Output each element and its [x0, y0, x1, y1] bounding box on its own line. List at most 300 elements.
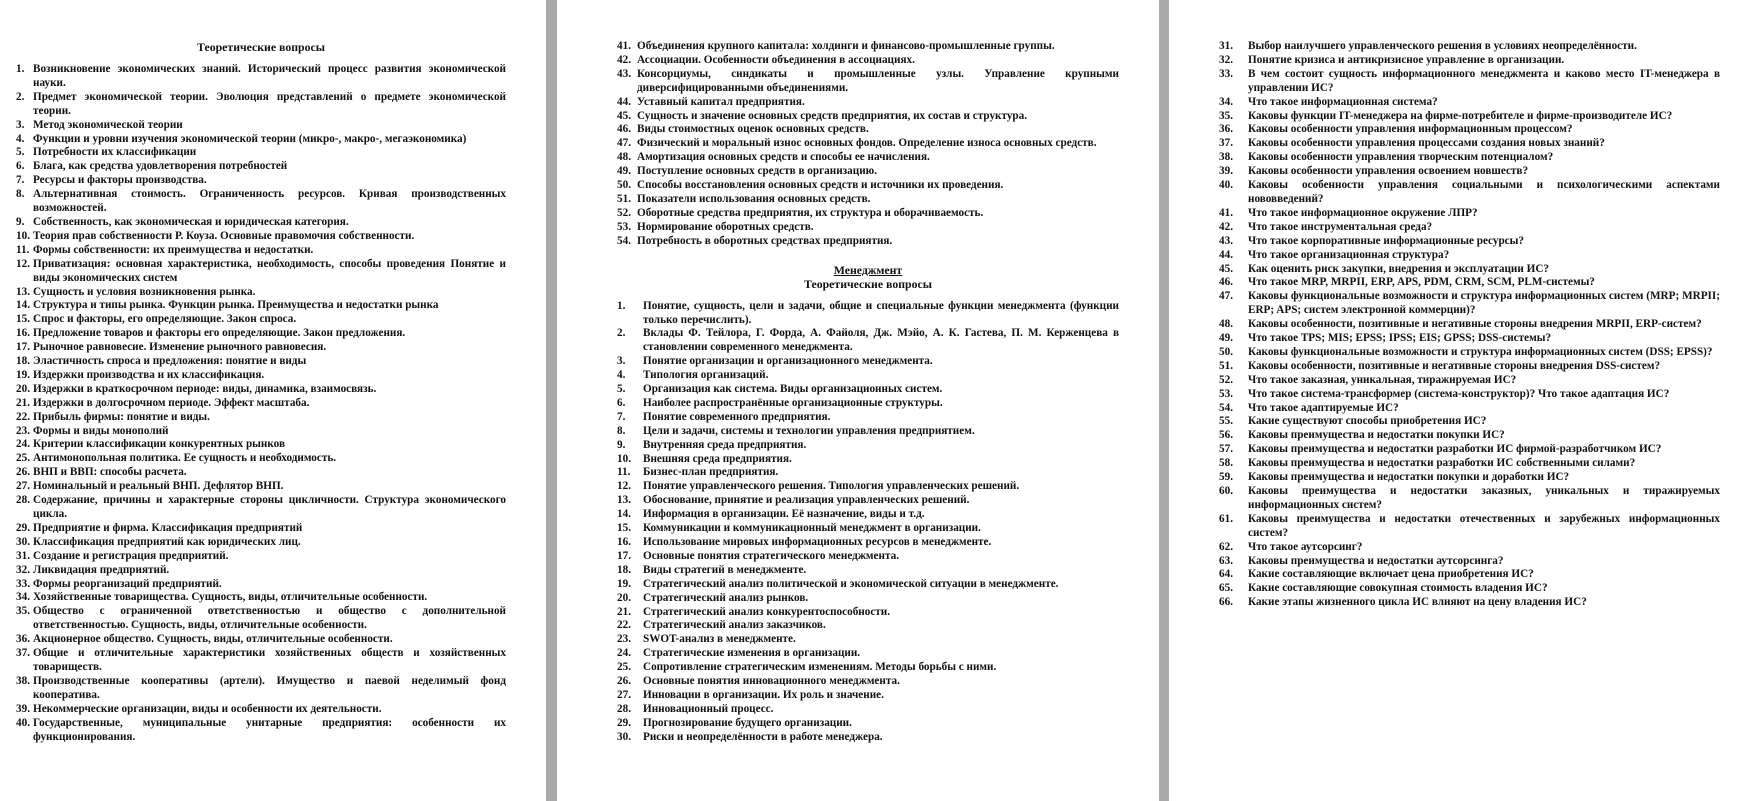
item-number: 9.	[16, 215, 25, 228]
list-item	[617, 633, 1119, 647]
list-item	[617, 466, 1119, 480]
item-text: Что такое аутсорсинг?	[1248, 540, 1363, 553]
item-text: Что такое информационное окружение ЛПР?	[1248, 206, 1478, 219]
item-number: 31.	[1219, 40, 1233, 52]
item-number: 57.	[1219, 443, 1233, 456]
item-text: Понятие современного предприятия.	[643, 410, 831, 423]
list-item	[1219, 68, 1720, 96]
item-number: 38.	[16, 674, 30, 687]
item-number: 35.	[1219, 109, 1233, 122]
item-number: 33.	[16, 577, 30, 590]
list-item	[1219, 513, 1720, 541]
list-item	[1219, 221, 1720, 235]
list-item	[617, 40, 1119, 54]
section-title: Менеджмент	[833, 262, 903, 277]
item-number: 48.	[617, 151, 631, 164]
item-text: Издержки производства и их классификация.	[33, 368, 265, 381]
item-number: 16.	[617, 536, 631, 548]
item-text: Что такое система-трансформер (система-конструктор)? Что такое адаптация ИС?	[1248, 387, 1670, 400]
item-number: 21.	[16, 396, 30, 409]
list-item	[16, 244, 506, 258]
item-text: Какие составляющие включает цена приобретения ИС?	[1248, 568, 1534, 581]
item-number: 37.	[16, 647, 30, 660]
list-item	[617, 564, 1119, 578]
item-text: Каковы функции IT-менеджера на фирме-потребителе и фирме-производителе ИС?	[1248, 109, 1673, 122]
item-text: Общие и отличительные характеристики хозяйственных обществ и хозяйственных товариществ.	[33, 647, 506, 673]
item-number: 63.	[1219, 554, 1233, 567]
list-item	[1219, 263, 1720, 277]
list-item	[617, 355, 1119, 369]
item-text: Критерии классификации конкурентных рынков	[33, 438, 286, 451]
item-text: Информация в организации. Её назначение, виды и т.д.	[643, 508, 925, 521]
list-item	[16, 564, 506, 578]
item-number: 26.	[16, 466, 30, 479]
item-text: Ликвидация предприятий.	[33, 563, 170, 576]
list-item	[1219, 318, 1720, 332]
item-text: Наиболее распространённые организационные структуры.	[643, 396, 943, 409]
list-item	[1219, 249, 1720, 263]
item-text: Основные понятия инновационного менеджмента.	[643, 675, 900, 688]
item-number: 39.	[1219, 165, 1233, 178]
list-item	[617, 606, 1119, 620]
list-item	[1219, 40, 1720, 54]
list-item	[16, 299, 506, 313]
item-text: Что такое корпоративные информационные ресурсы?	[1248, 234, 1524, 247]
list-item	[617, 689, 1119, 703]
list-item	[617, 661, 1119, 675]
list-item	[617, 480, 1119, 494]
item-number: 27.	[617, 688, 631, 701]
item-text: Типология организаций.	[643, 369, 769, 382]
list-item	[617, 68, 1119, 96]
item-text: Консорциумы, синдикаты и промышленные узлы. Управление крупными диверсифицированными объединениями.	[637, 67, 1119, 94]
list-item	[16, 522, 506, 536]
list-item	[16, 258, 506, 286]
item-text: Стратегические изменения в организации.	[643, 647, 861, 660]
item-text: Что такое инструментальная среда?	[1248, 220, 1433, 233]
list-item	[16, 313, 506, 327]
item-text: Ассоциации. Особенности объединения в ассоциациях.	[637, 53, 915, 66]
list-item	[16, 355, 506, 369]
item-text: Внешняя среда предприятия.	[643, 452, 792, 465]
item-number: 3.	[16, 118, 25, 131]
item-number: 10.	[617, 452, 631, 465]
item-number: 11.	[16, 243, 30, 256]
item-number: 15.	[16, 313, 30, 326]
item-text: Внутренняя среда предприятия.	[643, 438, 807, 451]
list-item	[617, 508, 1119, 522]
item-text: Каковы преимущества и недостатки отечественных и зарубежных информационных систем?	[1248, 512, 1720, 539]
list-item	[1219, 555, 1720, 569]
list-item	[617, 647, 1119, 661]
list-item	[1219, 54, 1720, 68]
list-item	[617, 425, 1119, 439]
list-item	[617, 369, 1119, 383]
item-text: Понятие, сущность, цели и задачи, общие и специальные функции менеджмента (функции только перечислить).	[643, 299, 1119, 326]
item-text: Что такое информационная система?	[1248, 95, 1438, 108]
item-number: 13.	[617, 494, 631, 507]
item-text: Каковы преимущества и недостатки разработки ИС собственными силами?	[1248, 457, 1636, 470]
item-text: Производственные кооперативы (артели). Имущество и паевой неделимый фонд кооператива.	[33, 674, 506, 701]
question-list	[617, 40, 1119, 249]
item-number: 34.	[16, 591, 30, 604]
item-text: Понятие управленческого решения. Типология управленческих решений.	[643, 480, 1020, 493]
item-number: 25.	[16, 452, 30, 465]
item-number: 52.	[1219, 373, 1233, 386]
item-text: Вклады Ф. Тейлора, Г. Форда, А. Файоля, Дж. Мэйо, А. К. Гастева, П. М. Керженцева в становлении современного менеджмента.	[643, 327, 1119, 354]
item-number: 1.	[16, 63, 25, 75]
item-number: 47.	[1219, 290, 1233, 303]
item-text: Стратегический анализ рынков.	[643, 591, 809, 604]
item-number: 40.	[1219, 179, 1233, 192]
item-text: Каковы преимущества и недостатки заказных, уникальных и тиражируемых информационных систем?	[1248, 485, 1720, 511]
list-item	[617, 717, 1119, 731]
item-text: Бизнес-план предприятия.	[643, 466, 779, 479]
item-text: Блага, как средства удовлетворения потребностей	[33, 160, 288, 173]
item-number: 46.	[1219, 276, 1233, 289]
item-number: 60.	[1219, 485, 1233, 497]
list-item	[16, 160, 506, 174]
list-item	[1219, 151, 1720, 165]
item-text: Виды стратегий в менеджменте.	[643, 563, 807, 576]
item-text: Каковы особенности управления процессами создания новых знаний?	[1248, 137, 1605, 150]
item-number: 47.	[617, 137, 631, 150]
item-text: Что такое MRP, MRPII, ERP, APS, PDM, CRM, SCM, PLM-системы?	[1248, 276, 1595, 289]
item-text: Приватизация: основная характеристика, необходимость, способы проведения Понятие и виды экономических систем	[33, 257, 506, 284]
list-item	[617, 193, 1119, 207]
item-number: 41.	[1219, 206, 1233, 219]
item-number: 30.	[617, 730, 631, 743]
list-item	[617, 383, 1119, 397]
item-text: Ресурсы и факторы производства.	[33, 174, 207, 187]
list-item	[617, 731, 1119, 745]
list-item	[617, 137, 1119, 151]
document-page-1	[0, 0, 546, 801]
item-text: Классификация предприятий как юридических лиц.	[33, 535, 301, 548]
question-list	[1219, 40, 1720, 610]
item-number: 28.	[617, 702, 631, 715]
item-text: Потребность в оборотных средствах предприятия.	[637, 234, 893, 247]
list-item	[617, 179, 1119, 193]
item-text: Формы реорганизаций предприятий.	[33, 577, 222, 590]
list-item	[1219, 179, 1720, 207]
item-number: 25.	[617, 661, 631, 674]
item-number: 23.	[617, 633, 631, 646]
item-text: Потребности их классификации	[33, 146, 197, 159]
item-text: Каковы особенности управления социальными и психологическими аспектами нововведений?	[1248, 179, 1720, 205]
item-text: Прогнозирование будущего организации.	[643, 716, 852, 729]
item-text: Альтернативная стоимость. Ограниченность ресурсов. Кривая производственных возможностей.	[33, 188, 506, 215]
list-item	[1219, 485, 1720, 513]
item-number: 24.	[16, 438, 30, 451]
item-number: 43.	[1219, 234, 1233, 247]
list-item	[617, 592, 1119, 606]
item-number: 12.	[617, 480, 631, 493]
item-number: 49.	[617, 165, 631, 178]
item-number: 50.	[1219, 345, 1233, 358]
item-number: 51.	[1219, 359, 1233, 372]
item-number: 66.	[1219, 596, 1233, 609]
list-item	[1219, 471, 1720, 485]
list-item	[16, 633, 506, 647]
item-number: 53.	[617, 220, 631, 233]
item-text: Прибыль фирмы: понятие и виды.	[33, 410, 210, 423]
section-subtitle: Теоретические вопросы	[804, 276, 932, 291]
item-number: 12.	[16, 257, 30, 270]
item-text: Формы и виды монополий	[33, 424, 169, 437]
item-number: 41.	[617, 40, 631, 52]
item-number: 62.	[1219, 540, 1233, 553]
item-text: Каковы особенности управления творческим потенциалом?	[1248, 151, 1554, 164]
document-page-2	[557, 0, 1159, 801]
item-number: 61.	[1219, 512, 1233, 525]
item-number: 42.	[1219, 220, 1233, 233]
item-text: Предмет экономической теории. Эволюция представлений о предмете экономической теории.	[33, 90, 506, 117]
item-number: 45.	[617, 109, 631, 122]
item-number: 36.	[1219, 123, 1233, 136]
item-text: Каковы преимущества и недостатки разработки ИС фирмой-разработчиком ИС?	[1248, 443, 1662, 456]
list-item	[16, 230, 506, 244]
list-item	[617, 300, 1119, 328]
item-text: Спрос и факторы, его определяющие. Закон спроса.	[33, 313, 297, 326]
item-text: Метод экономической теории	[33, 118, 183, 131]
list-item	[16, 383, 506, 397]
list-item	[16, 369, 506, 383]
item-text: Уставный капитал предприятия.	[637, 95, 805, 108]
item-text: Стратегический анализ политической и экономической ситуации в менеджменте.	[643, 577, 1059, 590]
item-text: Хозяйственные товарищества. Сущность, виды, отличительные особенности.	[33, 591, 428, 604]
item-number: 21.	[617, 605, 631, 618]
item-text: Формы собственности: их преимущества и недостатки.	[33, 243, 314, 256]
item-text: Сопротивление стратегическим изменениям. Методы борьбы с ними.	[643, 661, 997, 674]
list-item	[16, 327, 506, 341]
list-item	[16, 425, 506, 439]
list-item	[1219, 346, 1720, 360]
list-item	[617, 151, 1119, 165]
item-number: 26.	[617, 675, 631, 688]
question-list	[16, 63, 506, 744]
item-text: Виды стоимостных оценок основных средств.	[637, 123, 869, 136]
list-item	[1219, 290, 1720, 318]
list-item	[1219, 596, 1720, 610]
document-page-3	[1169, 0, 1740, 801]
item-number: 55.	[1219, 415, 1233, 428]
list-item	[617, 675, 1119, 689]
item-text: Что такое TPS; MIS; EPSS; IPSS; EIS; GPSS; DSS-системы?	[1248, 332, 1552, 345]
item-text: Содержание, причины и характерные стороны цикличности. Структура экономического цикла.	[33, 494, 506, 520]
item-number: 65.	[1219, 582, 1233, 595]
item-number: 15.	[617, 522, 631, 535]
item-text: Предприятие и фирма. Классификация предприятий	[33, 521, 303, 534]
list-item	[617, 235, 1119, 249]
list-item	[1219, 165, 1720, 179]
item-text: Способы восстановления основных средств и источники их проведения.	[637, 179, 1004, 192]
list-item	[1219, 415, 1720, 429]
item-text: Каковы особенности управления информационным процессом?	[1248, 123, 1573, 136]
item-number: 13.	[16, 285, 30, 298]
list-item	[1219, 137, 1720, 151]
item-number: 54.	[1219, 401, 1233, 414]
list-item	[1219, 276, 1720, 290]
item-number: 14.	[617, 508, 631, 521]
item-number: 19.	[617, 577, 631, 590]
list-item	[1219, 541, 1720, 555]
item-number: 48.	[1219, 318, 1233, 331]
item-number: 29.	[617, 716, 631, 729]
item-text: Что такое заказная, уникальная, тиражируемая ИС?	[1248, 373, 1517, 386]
item-number: 10.	[16, 229, 30, 242]
item-text: Какие существуют способы приобретения ИС?	[1248, 415, 1487, 428]
list-item	[1219, 457, 1720, 471]
item-number: 27.	[16, 480, 30, 493]
list-item	[16, 675, 506, 703]
item-number: 32.	[16, 563, 30, 576]
list-item	[1219, 110, 1720, 124]
item-number: 7.	[617, 410, 626, 423]
item-number: 34.	[1219, 95, 1233, 108]
item-text: Стратегический анализ заказчиков.	[643, 619, 826, 632]
list-item	[1219, 332, 1720, 346]
list-item	[617, 165, 1119, 179]
list-item	[1219, 429, 1720, 443]
item-number: 32.	[1219, 53, 1233, 66]
list-item	[16, 411, 506, 425]
item-number: 36.	[16, 633, 30, 646]
item-text: Инновации в организации. Их роль и значение.	[643, 688, 884, 701]
list-item	[617, 439, 1119, 453]
list-item	[1219, 96, 1720, 110]
item-number: 6.	[16, 160, 25, 173]
item-number: 1.	[617, 299, 626, 312]
item-text: Антимонопольная политика. Ее сущность и необходимость.	[33, 452, 337, 465]
item-number: 11.	[617, 466, 631, 479]
item-text: Основные понятия стратегического менеджмента.	[643, 549, 899, 562]
question-list	[617, 300, 1119, 745]
list-item	[16, 216, 506, 230]
item-number: 30.	[16, 535, 30, 548]
item-text: Теория прав собственности Р. Коуза. Основные правомочия собственности.	[33, 229, 415, 242]
item-text: Государственные, муниципальные унитарные предприятия: особенности их функционирования.	[33, 716, 506, 743]
list-item	[1219, 582, 1720, 596]
item-number: 17.	[617, 549, 631, 562]
item-text: Функции и уровни изучения экономической теории (микро-, макро-, мегаэкономика)	[33, 132, 467, 145]
item-text: Стратегический анализ конкурентоспособности.	[643, 605, 891, 618]
item-number: 22.	[16, 410, 30, 423]
list-item	[617, 703, 1119, 717]
item-number: 20.	[16, 382, 30, 395]
item-text: Риски и неопределённости в работе менеджера.	[643, 730, 883, 743]
item-number: 53.	[1219, 387, 1233, 400]
item-number: 4.	[16, 132, 25, 145]
item-text: Использование мировых информационных ресурсов в менеджменте.	[643, 536, 992, 548]
list-item	[16, 188, 506, 216]
item-text: В чем состоит сущность информационного менеджмента и каково место IT-менеджера в управлении ИС?	[1248, 67, 1720, 94]
item-text: Физический и моральный износ основных фондов. Определение износа основных средств.	[637, 137, 1097, 150]
item-number: 42.	[617, 53, 631, 66]
item-text: Что такое организационная структура?	[1248, 248, 1450, 261]
list-item	[16, 91, 506, 119]
item-number: 24.	[617, 647, 631, 660]
item-number: 39.	[16, 702, 30, 715]
item-text: Общество с ограниченной ответственностью и общество с дополнительной ответственностью. Сущность, виды, отличительные особенности.	[33, 605, 506, 632]
item-number: 2.	[16, 90, 25, 103]
item-text: Понятие организации и организационного менеджмента.	[643, 355, 933, 368]
item-text: Обоснование, принятие и реализация управленческих решений.	[643, 494, 970, 507]
item-number: 50.	[617, 179, 631, 192]
item-text: Амортизация основных средств и способы ее начисления.	[637, 151, 930, 164]
item-number: 28.	[16, 494, 30, 507]
item-number: 43.	[617, 67, 631, 80]
list-item	[16, 119, 506, 133]
list-item	[1219, 568, 1720, 582]
item-number: 52.	[617, 206, 631, 219]
list-item	[1219, 443, 1720, 457]
list-item	[16, 286, 506, 300]
item-number: 64.	[1219, 568, 1233, 581]
item-text: Возникновение экономических знаний. Исторический процесс развития экономической науки.	[33, 63, 506, 89]
list-item	[617, 397, 1119, 411]
item-text: Как оценить риск закупки, внедрения и эксплуатации ИС?	[1248, 262, 1549, 275]
list-item	[16, 578, 506, 592]
list-item	[16, 605, 506, 633]
item-number: 9.	[617, 438, 626, 451]
item-number: 37.	[1219, 137, 1233, 150]
item-text: Какие этапы жизненного цикла ИС влияют на цену владения ИС?	[1248, 596, 1587, 609]
item-text: Какие составляющие совокупная стоимость владения ИС?	[1248, 582, 1548, 595]
item-number: 58.	[1219, 457, 1233, 470]
list-item	[617, 578, 1119, 592]
item-text: SWOT-анализ в менеджменте.	[643, 633, 796, 646]
item-text: Каковы преимущества и недостатки аутсорсинга?	[1248, 554, 1504, 567]
item-text: Некоммерческие организации, виды и особенности их деятельности.	[33, 702, 382, 715]
item-number: 23.	[16, 424, 30, 437]
item-text: Структура и типы рынка. Функции рынка. Преимущества и недостатки рынка	[33, 299, 439, 312]
item-number: 56.	[1219, 429, 1233, 442]
item-number: 44.	[617, 95, 631, 108]
item-text: Издержки в краткосрочном периоде: виды, динамика, взаимосвязь.	[33, 382, 377, 395]
item-text: Каковы преимущества и недостатки покупки и доработки ИС?	[1248, 471, 1570, 484]
item-number: 17.	[16, 341, 30, 354]
list-item	[16, 717, 506, 745]
item-number: 45.	[1219, 262, 1233, 275]
list-item	[16, 341, 506, 355]
item-text: Инновационный процесс.	[643, 702, 774, 715]
list-item	[617, 619, 1119, 633]
list-item	[617, 411, 1119, 425]
list-item	[617, 123, 1119, 137]
list-item	[16, 146, 506, 160]
item-text: Понятие кризиса и антикризисное управление в организации.	[1248, 53, 1565, 66]
item-number: 3.	[617, 355, 626, 368]
list-item	[16, 591, 506, 605]
item-number: 22.	[617, 619, 631, 632]
item-number: 44.	[1219, 248, 1233, 261]
list-item	[16, 438, 506, 452]
list-item	[16, 494, 506, 522]
list-item	[16, 480, 506, 494]
item-text: Показатели использования основных средств.	[637, 192, 871, 205]
item-number: 2.	[617, 327, 626, 340]
list-item	[1219, 402, 1720, 416]
list-item	[16, 536, 506, 550]
item-text: Создание и регистрация предприятий.	[33, 549, 229, 562]
item-number: 31.	[16, 549, 30, 562]
item-number: 16.	[16, 327, 30, 340]
item-text: Рыночное равновесие. Изменение рыночного равновесия.	[33, 341, 327, 354]
item-number: 20.	[617, 591, 631, 604]
item-text: Каковы особенности, позитивные и негативные стороны внедрения MRPII, ERP-систем?	[1248, 318, 1702, 331]
item-text: Акционерное общество. Сущность, виды, отличительные особенности.	[33, 633, 393, 646]
